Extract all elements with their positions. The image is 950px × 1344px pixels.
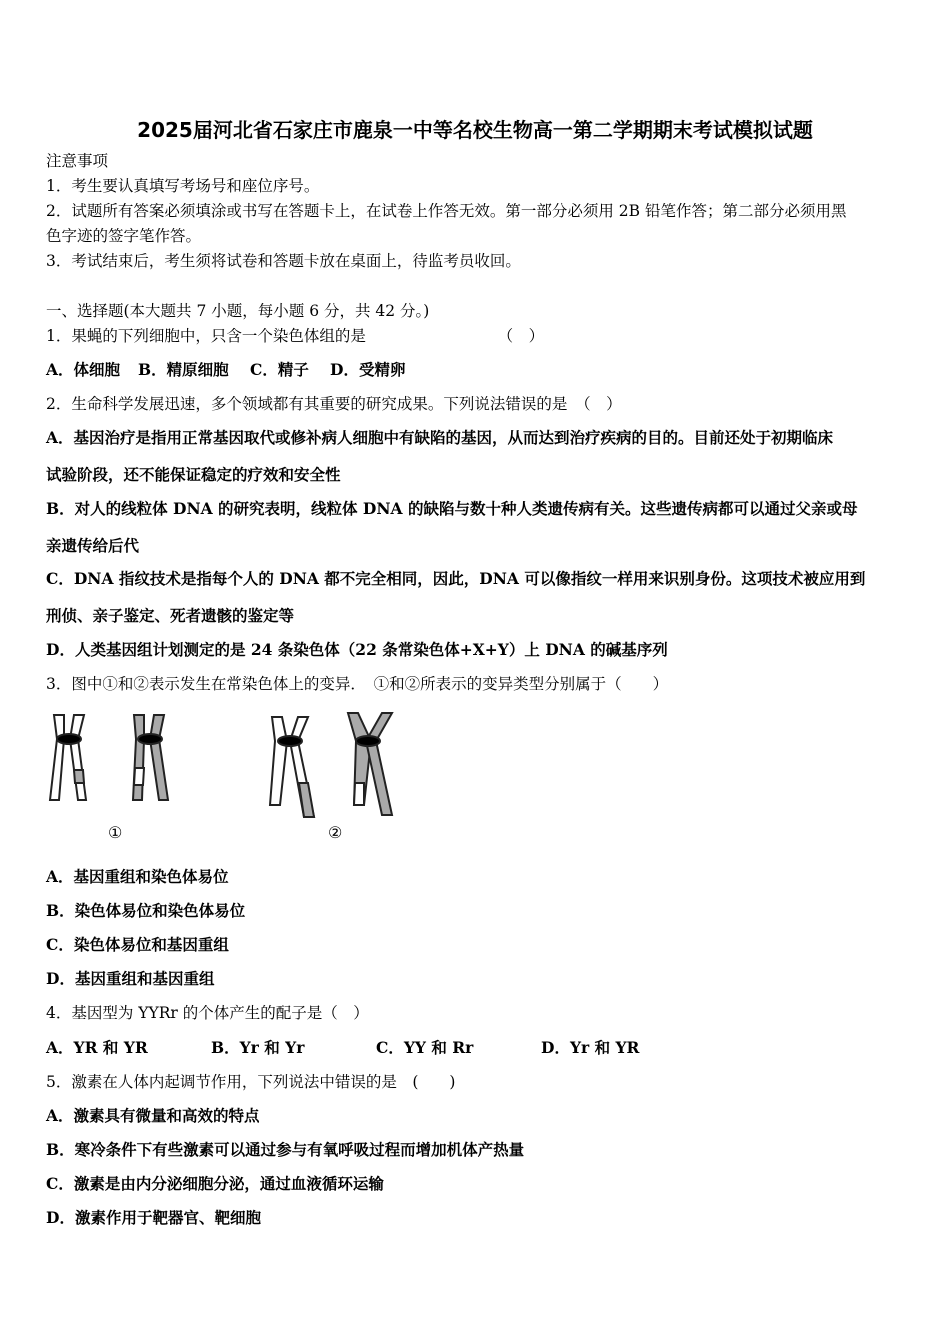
option: D．受精卵 <box>330 360 406 379</box>
option: C．精子 <box>250 360 309 379</box>
notice-item: 3．考试结束后，考生须将试卷和答题卡放在桌面上，待监考员收回。 <box>46 252 521 270</box>
chromosome-figure <box>46 705 406 845</box>
option: D．基因重组和基因重组 <box>46 969 215 988</box>
notice-item: 2．试题所有答案必须填涂或书写在答题卡上，在试卷上作答无效。第一部分必须用 2B 铅笔作答；第二部分必须用黑 <box>46 202 847 220</box>
option: B．Yr 和 Yr <box>211 1038 305 1057</box>
option: C．YY 和 Rr <box>376 1038 474 1057</box>
option: C．染色体易位和基因重组 <box>46 935 229 954</box>
figure-label-1: ① <box>108 823 123 842</box>
option-line: 刑侦、亲子鉴定、死者遗骸的鉴定等 <box>46 606 295 625</box>
option: A．基因重组和染色体易位 <box>46 867 229 886</box>
option-line: A．基因治疗是指用正常基因取代或修补病人细胞中有缺陷的基因，从而达到治疗疾病的目的。目前还处于初期临床 <box>46 428 834 447</box>
option-line: 试验阶段，还不能保证稳定的疗效和安全性 <box>46 465 341 484</box>
option: D．激素作用于靶器官、靶细胞 <box>46 1208 261 1227</box>
figure-label-2: ② <box>328 823 343 842</box>
option: C．激素是由内分泌细胞分泌，通过血液循环运输 <box>46 1174 384 1193</box>
question-2-stem: 2．生命科学发展迅速，多个领域都有其重要的研究成果。下列说法错误的是 （ ） <box>46 395 622 413</box>
page-title: 2025届河北省石家庄市鹿泉一中等名校生物高一第二学期期末考试模拟试题 <box>137 118 813 142</box>
option-line: 亲遗传给后代 <box>46 536 140 555</box>
section-heading: 一、选择题(本大题共 7 小题，每小题 6 分，共 42 分。) <box>46 302 430 320</box>
notice-item: 色字迹的签字笔作答。 <box>46 227 202 245</box>
option: B．精原细胞 <box>138 360 229 379</box>
notice-heading: 注意事项 <box>46 152 109 170</box>
question-4-stem: 4．基因型为 YYRr 的个体产生的配子是（ ） <box>46 1004 369 1022</box>
option: D．Yr 和 YR <box>541 1038 640 1057</box>
question-1-stem: 1．果蝇的下列细胞中，只含一个染色体组的是 （ ） <box>46 327 545 345</box>
option: A．体细胞 <box>46 360 121 379</box>
question-5-stem: 5．激素在人体内起调节作用，下列说法中错误的是 ( ) <box>46 1073 456 1091</box>
question-1-options <box>46 360 405 380</box>
notice-item: 1．考生要认真填写考场号和座位序号。 <box>46 177 320 195</box>
question-4-options <box>46 1038 639 1058</box>
option-line: D．人类基因组计划测定的是 24 条染色体（22 条常染色体+X+Y）上 DNA 的碱基序列 <box>46 640 668 659</box>
option: B．染色体易位和染色体易位 <box>46 901 246 920</box>
option: A．激素具有微量和高效的特点 <box>46 1106 260 1125</box>
option-line: B．对人的线粒体 DNA 的研究表明，线粒体 DNA 的缺陷与数十种人类遗传病有关。这些遗传病都可以通过父亲或母 <box>46 499 858 518</box>
option: A．YR 和 YR <box>46 1038 148 1057</box>
option: B．寒冷条件下有些激素可以通过参与有氧呼吸过程而增加机体产热量 <box>46 1140 525 1159</box>
option-line: C．DNA 指纹技术是指每个人的 DNA 都不完全相同，因此，DNA 可以像指纹一样用来识别身份。这项技术被应用到 <box>46 569 866 588</box>
question-3-stem: 3．图中①和②表示发生在常染色体上的变异． ①和②所表示的变异类型分别属于（ ） <box>46 675 669 693</box>
